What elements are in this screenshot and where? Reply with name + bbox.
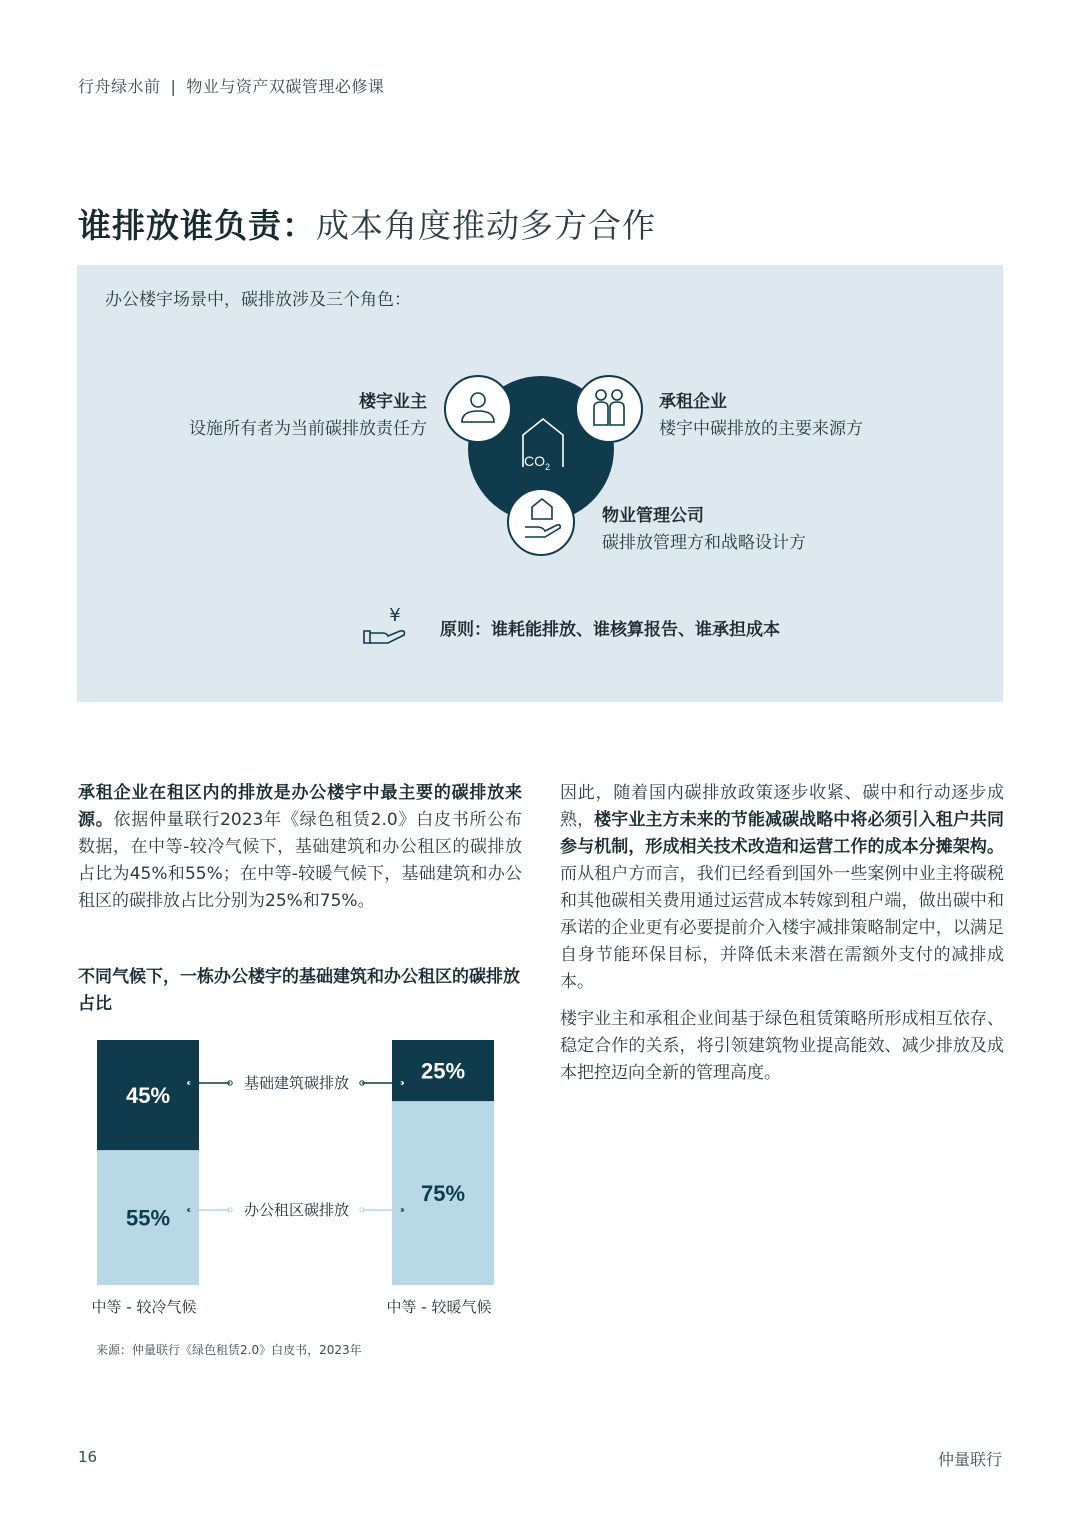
panel-intro: 办公楼宇场景中，碳排放涉及三个角色： [105, 290, 411, 310]
svg-text:¥: ¥ [389, 605, 401, 626]
body-right-p1-rest: 而从租户方而言，我们已经看到国外一些案例中业主将碳税和其他碳相关费用通过运营成本转嫁到租户端，做出碳中和承诺的企业更有必要提前介入楼宇减排策略制定中，以满足自身节能环保目标，并降低未来潜在需额外支付的减排成本。 [560, 864, 1004, 992]
bar-label-1-1: 75% [420, 1181, 466, 1207]
page-number: 16 [78, 1448, 98, 1466]
role-owner-desc: 设施所有者为当前碳排放责任方 [189, 419, 427, 439]
principle-text: 原则：谁耗能排放、谁核算报告、谁承担成本 [440, 619, 780, 640]
chart-title: 不同气候下，一栋办公楼宇的基础建筑和办公租区的碳排放占比 [78, 967, 520, 1014]
owner-node [445, 376, 511, 442]
hand-yen-icon [362, 605, 410, 649]
emission-share-chart [78, 1030, 518, 1330]
category-label-0: 中等 - 较冷气候 [91, 1298, 197, 1316]
principle-row [362, 605, 780, 649]
page-title-strong: 谁排放谁负责： [78, 206, 316, 245]
role-tenant-title: 承租企业 [659, 392, 727, 412]
role-owner-title: 楼宇业主 [359, 392, 427, 412]
bar-label-0-0: 45% [125, 1083, 171, 1109]
series-label-0: 基础建筑碳排放 [243, 1074, 350, 1092]
role-building-owner [189, 387, 427, 439]
roles-diagram [441, 369, 651, 559]
bar-label-1-0: 55% [125, 1205, 171, 1231]
body-right-paragraph-2: 楼宇业主和承租企业间基于绿色租赁策略所形成相互依存、稳定合作的关系，将引领建筑物业提高能效、减少排放及成本把控迈向全新的管理高度。 [560, 1009, 1004, 1083]
co2-label: $CO_2$ [523, 453, 551, 472]
body-right-p1-bold: 楼宇业主方未来的节能减碳战略中将必须引入租户共同参与机制，形成相关技术改造和运营工作的成本分摊架构。 [560, 810, 1005, 857]
body-left-text: 依据仲量联行2023年《绿色租赁2.0》白皮书所公布数据，在中等-较冷气候下，基础建筑和办公租区的碳排放占比为45%和55%；在中等-较暖气候下，基础建筑和办公租区的碳排放占比分别为25%和75%。 [78, 810, 523, 911]
body-right-column [560, 780, 1004, 1087]
page-title [78, 200, 656, 247]
tenant-node [576, 376, 642, 442]
role-tenant [659, 387, 863, 439]
page-title-light: 成本角度推动多方合作 [316, 206, 656, 245]
running-header [78, 74, 384, 97]
role-pm-title: 物业管理公司 [602, 506, 704, 526]
bar-label-0-1: 25% [420, 1058, 466, 1084]
body-left-column [78, 780, 522, 915]
header-separator: | [170, 77, 177, 96]
role-pm-desc: 碳排放管理方和战略设计方 [602, 533, 806, 553]
footer-brand: 仲量联行 [937, 1450, 1002, 1469]
header-report-name: 物业与资产双碳管理必修课 [186, 77, 385, 96]
body-right-p1-lead: 因此，随着国内碳排放政策逐步收紧、碳中和行动逐步成熟， [560, 783, 1004, 830]
pm-node [508, 489, 574, 555]
header-series-name: 行舟绿水前 [78, 77, 161, 96]
roles-panel [77, 265, 1003, 702]
category-label-1: 中等 - 较暖气候 [386, 1298, 492, 1316]
body-left-lead: 承租企业在租区内的排放是办公楼宇中最主要的碳排放来源。 [78, 783, 522, 830]
series-label-1: 办公租区碳排放 [243, 1201, 350, 1219]
chart-source: 来源：仲量联行《绿色租赁2.0》白皮书，2023年 [96, 1343, 362, 1357]
body-right-paragraph-1 [560, 780, 1004, 996]
body-left-paragraph [78, 780, 522, 915]
role-tenant-desc: 楼宇中碳排放的主要来源方 [659, 419, 863, 439]
